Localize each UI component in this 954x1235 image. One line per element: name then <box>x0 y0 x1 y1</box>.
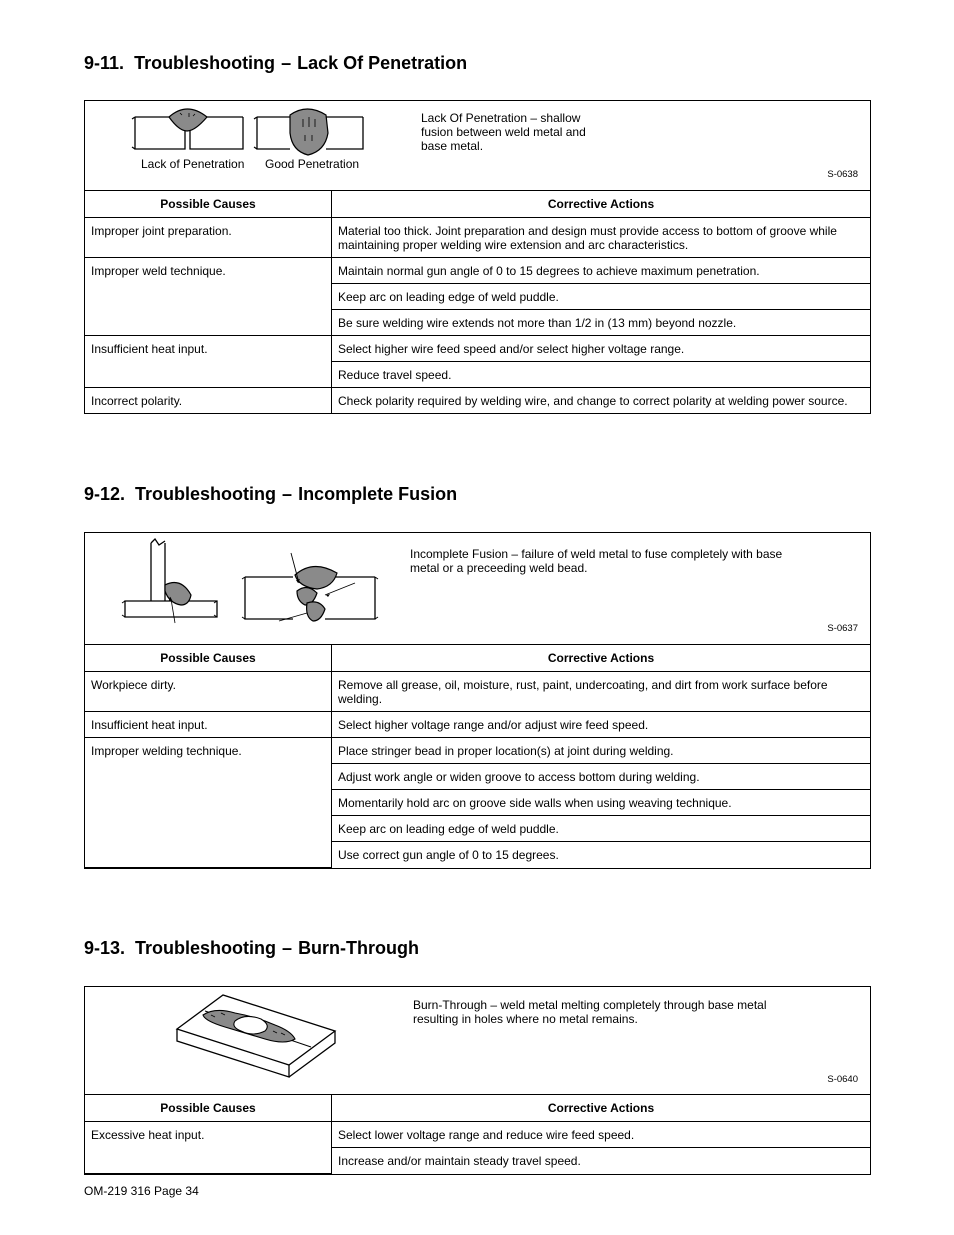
section-title-dash: – <box>281 53 292 73</box>
action-cell: Select higher wire feed speed and/or select higher voltage range. <box>332 336 871 362</box>
action-cell: Select lower voltage range and reduce wire feed speed. <box>332 1122 871 1148</box>
section-number: 9-11. <box>84 53 125 73</box>
table-row <box>85 388 870 414</box>
figure-code: S-0640 <box>827 1074 858 1085</box>
action-cell: Be sure welding wire extends not more than 1/2 in (13 mm) beyond nozzle. <box>332 310 871 336</box>
action-cell: Maintain normal gun angle of 0 to 15 degrees to achieve maximum penetration. <box>332 258 871 284</box>
troubleshooting-table-9-11 <box>85 191 870 413</box>
troubleshooting-table-9-13 <box>85 1095 870 1174</box>
header-possible-causes: Possible Causes <box>85 645 332 672</box>
action-cell: Adjust work angle or widen groove to access bottom during welding. <box>332 764 871 790</box>
table-row <box>85 218 870 258</box>
figure-code: S-0638 <box>827 169 858 180</box>
figure-label-good: Good Penetration <box>265 157 360 171</box>
cause-cell: Insufficient heat input. <box>85 336 332 388</box>
table-row <box>85 712 870 738</box>
section-number: 9-13. <box>84 938 126 958</box>
action-cell: Check polarity required by welding wire, and change to correct polarity at welding power source. <box>332 388 871 414</box>
table-row <box>85 336 870 362</box>
fillet-joint-diagram <box>122 539 217 623</box>
cause-cell: Improper welding technique. <box>85 738 332 868</box>
action-cell: Keep arc on leading edge of weld puddle. <box>332 816 871 842</box>
action-cell: Material too thick. Joint preparation and design must provide access to bottom of groove while maintaining proper welding wire extension and arc characteristics. <box>332 218 871 258</box>
troubleshooting-box-9-12 <box>84 532 871 869</box>
table-header-row <box>85 1095 870 1122</box>
action-cell: Place stringer bead in proper location(s) at joint during welding. <box>332 738 871 764</box>
figure-description: Lack Of Penetration – shallow fusion between weld metal and base metal. <box>421 111 586 153</box>
section-title-prefix: Troubleshooting <box>135 484 277 504</box>
cause-cell: Improper weld technique. <box>85 258 332 336</box>
section-title-9-12 <box>84 484 457 505</box>
figure-description: Burn-Through – weld metal melting completely through base metal resulting in holes where no metal remains. <box>413 998 767 1026</box>
figure-burn-through <box>85 987 870 1095</box>
section-title-dash: – <box>282 938 293 958</box>
cause-cell: Excessive heat input. <box>85 1122 332 1174</box>
header-possible-causes: Possible Causes <box>85 191 332 218</box>
table-row <box>85 672 870 712</box>
cause-cell: Improper joint preparation. <box>85 218 332 258</box>
action-cell: Remove all grease, oil, moisture, rust, paint, undercoating, and dirt from work surface before welding. <box>332 672 871 712</box>
section-title-9-11 <box>84 53 467 74</box>
action-cell: Keep arc on leading edge of weld puddle. <box>332 284 871 310</box>
figure-description: Incomplete Fusion – failure of weld metal to fuse completely with base metal or a preceeding weld bead. <box>410 547 783 575</box>
lack-of-penetration-diagram <box>132 109 243 149</box>
header-corrective-actions: Corrective Actions <box>332 191 871 218</box>
action-cell: Momentarily hold arc on groove side walls when using weaving technique. <box>332 790 871 816</box>
good-penetration-diagram <box>254 109 363 155</box>
header-corrective-actions: Corrective Actions <box>332 645 871 672</box>
cause-cell: Incorrect polarity. <box>85 388 332 414</box>
table-header-row <box>85 645 870 672</box>
section-title-9-13 <box>84 938 419 959</box>
troubleshooting-table-9-12 <box>85 645 870 868</box>
section-title-prefix: Troubleshooting <box>135 938 277 958</box>
section-title-dash: – <box>282 484 293 504</box>
table-row <box>85 258 870 284</box>
burn-through-plate-diagram <box>177 995 335 1077</box>
groove-joint-diagram <box>242 553 378 621</box>
section-number: 9-12. <box>84 484 126 504</box>
header-corrective-actions: Corrective Actions <box>332 1095 871 1122</box>
header-possible-causes: Possible Causes <box>85 1095 332 1122</box>
section-title-topic: Incomplete Fusion <box>298 484 458 504</box>
section-title-topic: Burn-Through <box>298 938 420 958</box>
section-title-topic: Lack Of Penetration <box>297 53 468 73</box>
table-row <box>85 738 870 764</box>
action-cell: Increase and/or maintain steady travel speed. <box>332 1148 871 1174</box>
action-cell: Reduce travel speed. <box>332 362 871 388</box>
figure-code: S-0637 <box>827 623 858 634</box>
page-footer: OM-219 316 Page 34 <box>84 1184 199 1198</box>
troubleshooting-box-9-11 <box>84 100 871 414</box>
cause-cell: Workpiece dirty. <box>85 672 332 712</box>
table-header-row <box>85 191 870 218</box>
section-title-prefix: Troubleshooting <box>134 53 276 73</box>
action-cell: Select higher voltage range and/or adjust wire feed speed. <box>332 712 871 738</box>
figure-incomplete-fusion <box>85 533 870 645</box>
troubleshooting-box-9-13 <box>84 986 871 1175</box>
table-row <box>85 1122 870 1148</box>
cause-cell: Insufficient heat input. <box>85 712 332 738</box>
figure-label-lack: Lack of Penetration <box>141 157 245 171</box>
figure-lack-of-penetration <box>85 101 870 191</box>
action-cell: Use correct gun angle of 0 to 15 degrees. <box>332 842 871 868</box>
